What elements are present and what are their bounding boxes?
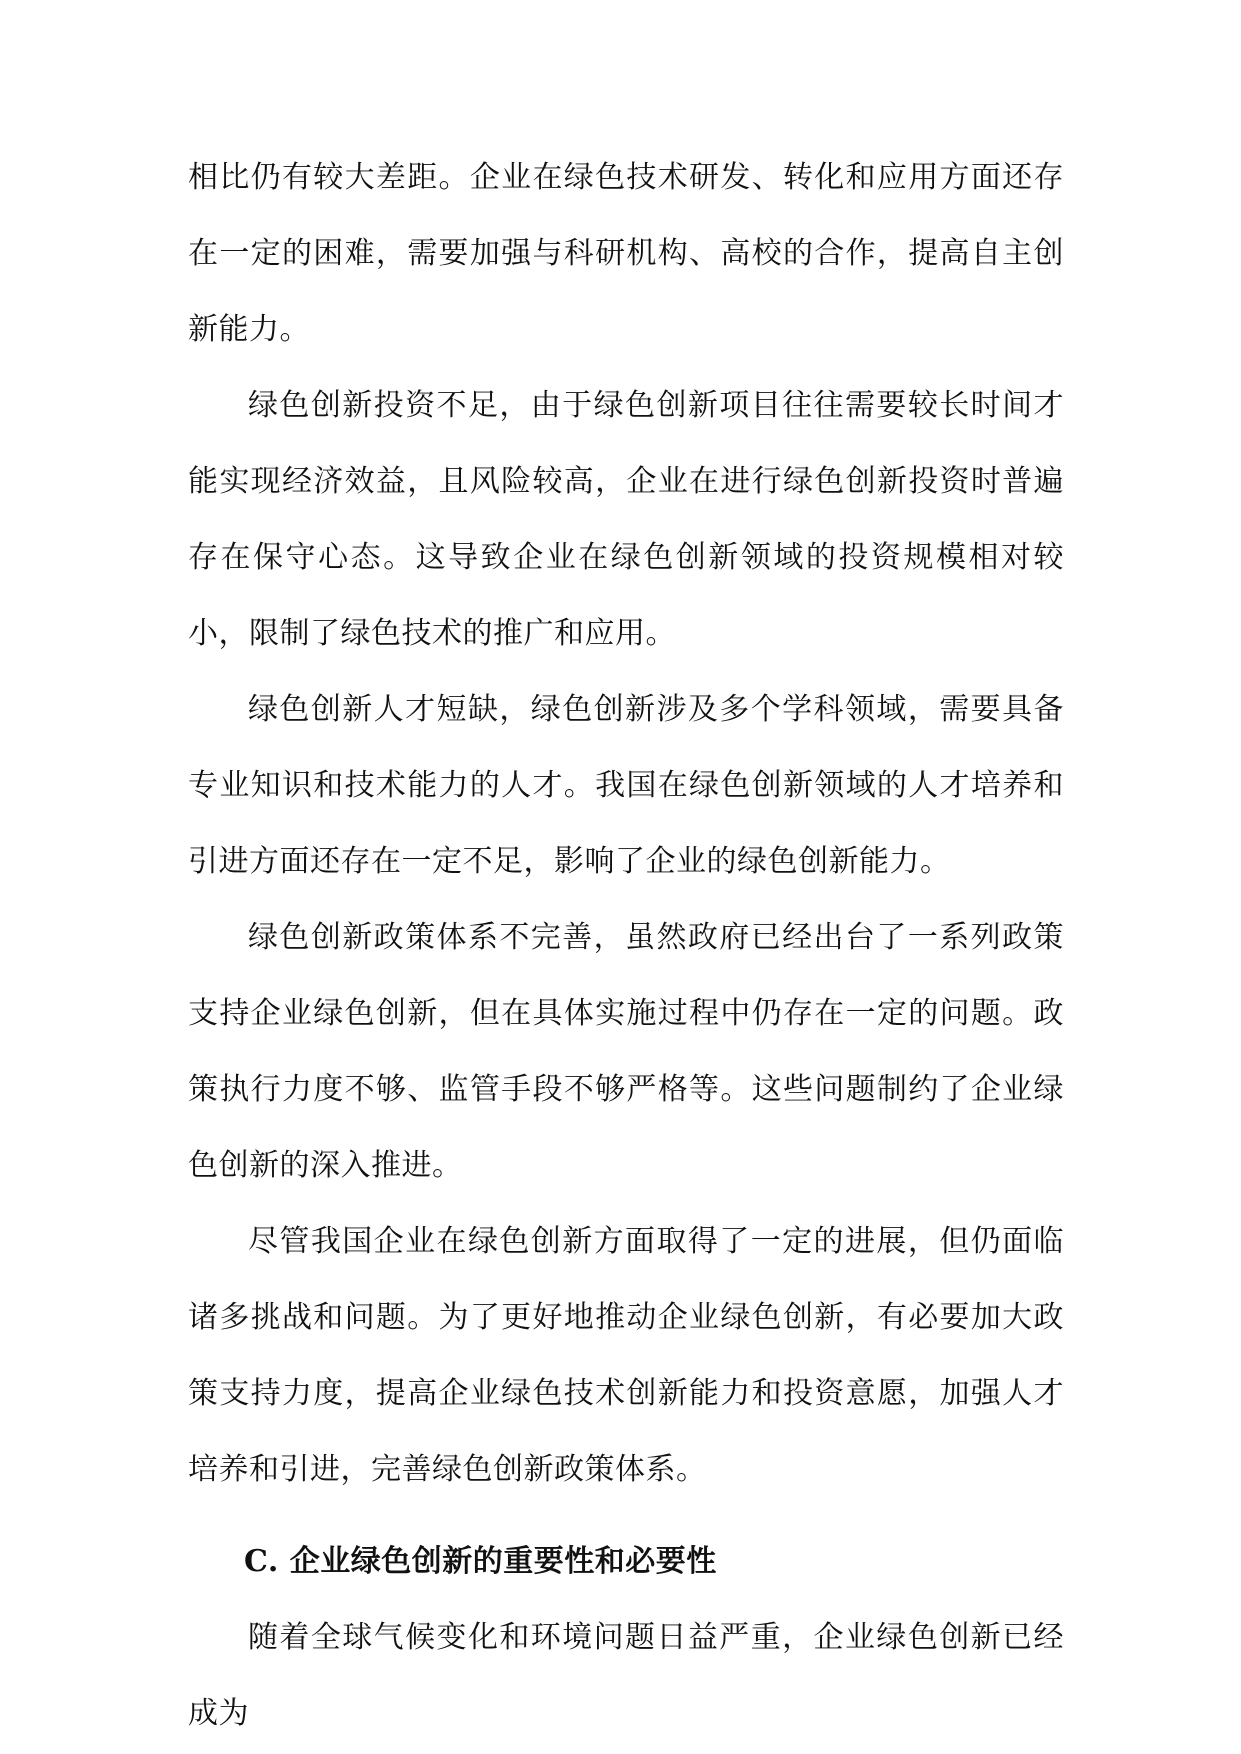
paragraph-6: 随着全球气候变化和环境问题日益严重，企业绿色创新已经成为 <box>188 1620 1064 1731</box>
paragraph-2: 绿色创新投资不足，由于绿色创新项目往往需要较长时间才能实现经济效益，且风险较高，企业在进行绿色创新投资时普遍存在保守心态。这导致企业在绿色创新领域的投资规模相对较小，限制了绿色技术的推广和应用。 <box>188 388 1064 651</box>
section-heading: C. 企业绿色创新的重要性和必要性 <box>244 1544 717 1579</box>
paragraph-5: 尽管我国企业在绿色创新方面取得了一定的进展，但仍面临诸多挑战和问题。为了更好地推动企业绿色创新，有必要加大政策支持力度，提高企业绿色技术创新能力和投资意愿，加强人才培养和引进，完善绿色创新政策体系。 <box>188 1224 1064 1487</box>
paragraph-1: 相比仍有较大差距。企业在绿色技术研发、转化和应用方面还存在一定的困难，需要加强与科研机构、高校的合作，提高自主创新能力。 <box>188 160 1064 347</box>
paragraph-3: 绿色创新人才短缺，绿色创新涉及多个学科领域，需要具备专业知识和技术能力的人才。我国在绿色创新领域的人才培养和引进方面还存在一定不足，影响了企业的绿色创新能力。 <box>188 692 1064 879</box>
document-body <box>188 140 1064 1752</box>
paragraph-4: 绿色创新政策体系不完善，虽然政府已经出台了一系列政策支持企业绿色创新，但在具体实施过程中仍存在一定的问题。政策执行力度不够、监管手段不够严格等。这些问题制约了企业绿色创新的深入推进。 <box>188 920 1064 1183</box>
